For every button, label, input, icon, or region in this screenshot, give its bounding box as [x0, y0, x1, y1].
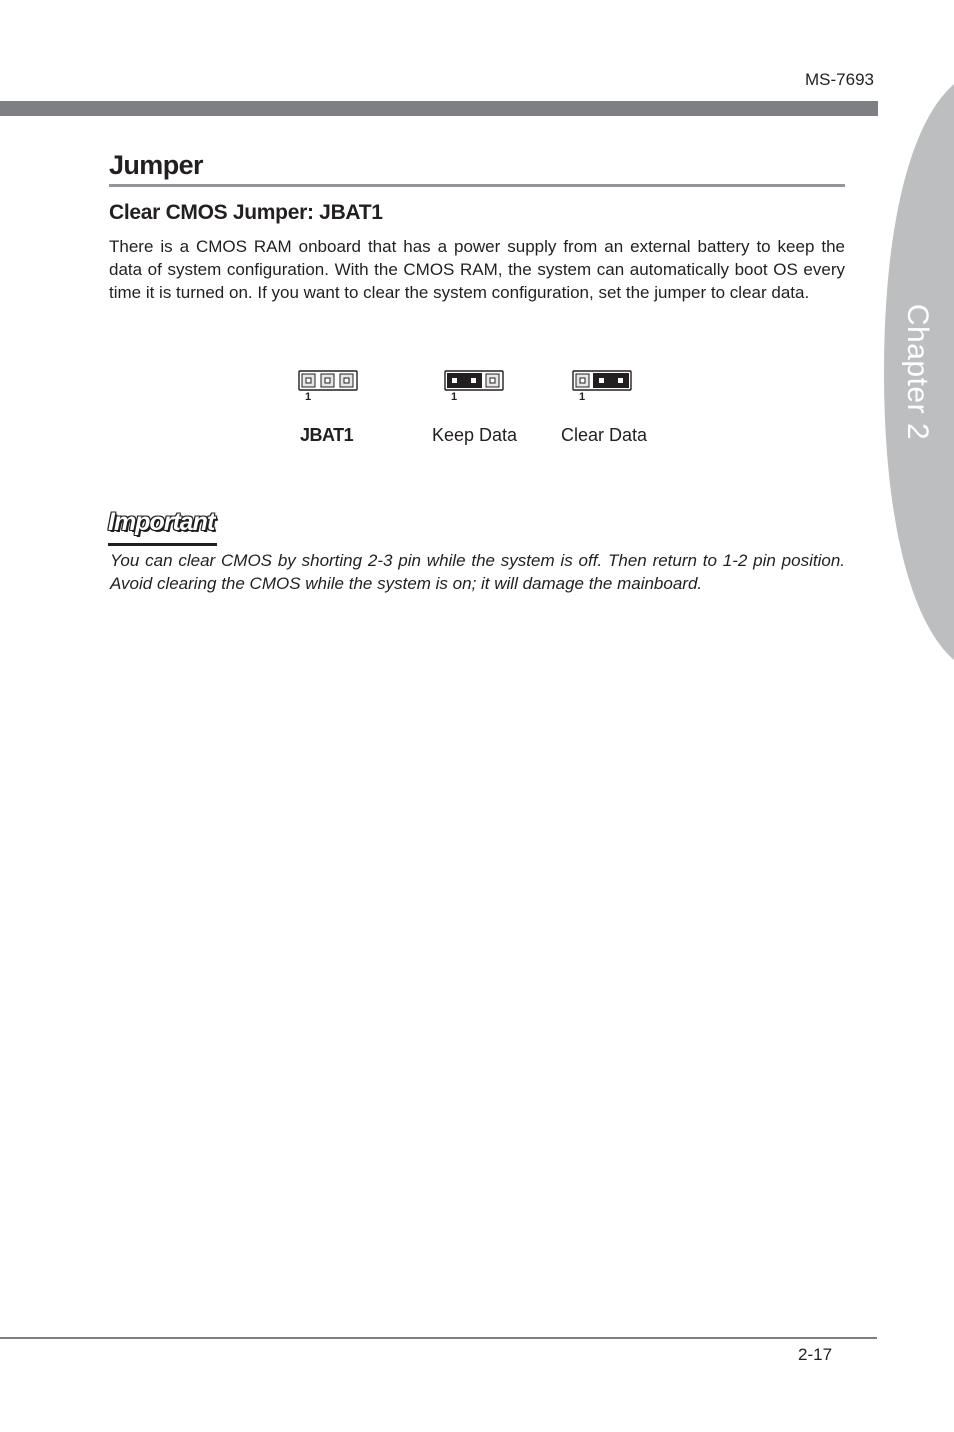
jumper-clear-data-diagram	[572, 370, 634, 406]
page-number: 2-17	[798, 1345, 833, 1364]
title-divider	[109, 184, 845, 187]
pin-1-label: 1	[451, 391, 458, 403]
header-bar	[0, 101, 878, 116]
clear-data-caption: Clear Data	[561, 425, 648, 445]
section-title: Jumper	[109, 150, 203, 180]
important-underline	[108, 543, 217, 546]
chapter-tab-label: Chapter 2	[901, 303, 934, 441]
jumper-pins-icon	[444, 370, 506, 392]
jumper-pins-icon	[298, 370, 360, 392]
pin-1-label: 1	[305, 391, 312, 403]
chapter-tab	[880, 84, 954, 660]
subsection-title: Clear CMOS Jumper: JBAT1	[109, 201, 383, 224]
jumper-pins-icon	[572, 370, 634, 392]
pin-1-label: 1	[579, 391, 586, 403]
important-heading: Important	[108, 508, 215, 536]
jumper-keep-data-diagram	[444, 370, 506, 406]
jumper-jbat1-diagram	[298, 370, 360, 406]
keep-data-caption: Keep Data	[432, 425, 518, 445]
model-number: MS-7693	[805, 70, 874, 89]
intro-paragraph: There is a CMOS RAM onboard that has a power supply from an external battery to keep the data of system configuration. With the CMOS RAM, the system can automatically boot OS every time it is turned on. If you want to clear the system configuration, set the jumper to clear data.	[109, 237, 845, 302]
footer-rule	[0, 1337, 877, 1339]
jbat1-caption: JBAT1	[300, 425, 354, 445]
important-note: You can clear CMOS by shorting 2-3 pin while the system is off. Then return to 1-2 pin position. Avoid clearing the CMOS while the system is on; it will damage the mainboard.	[110, 551, 845, 593]
